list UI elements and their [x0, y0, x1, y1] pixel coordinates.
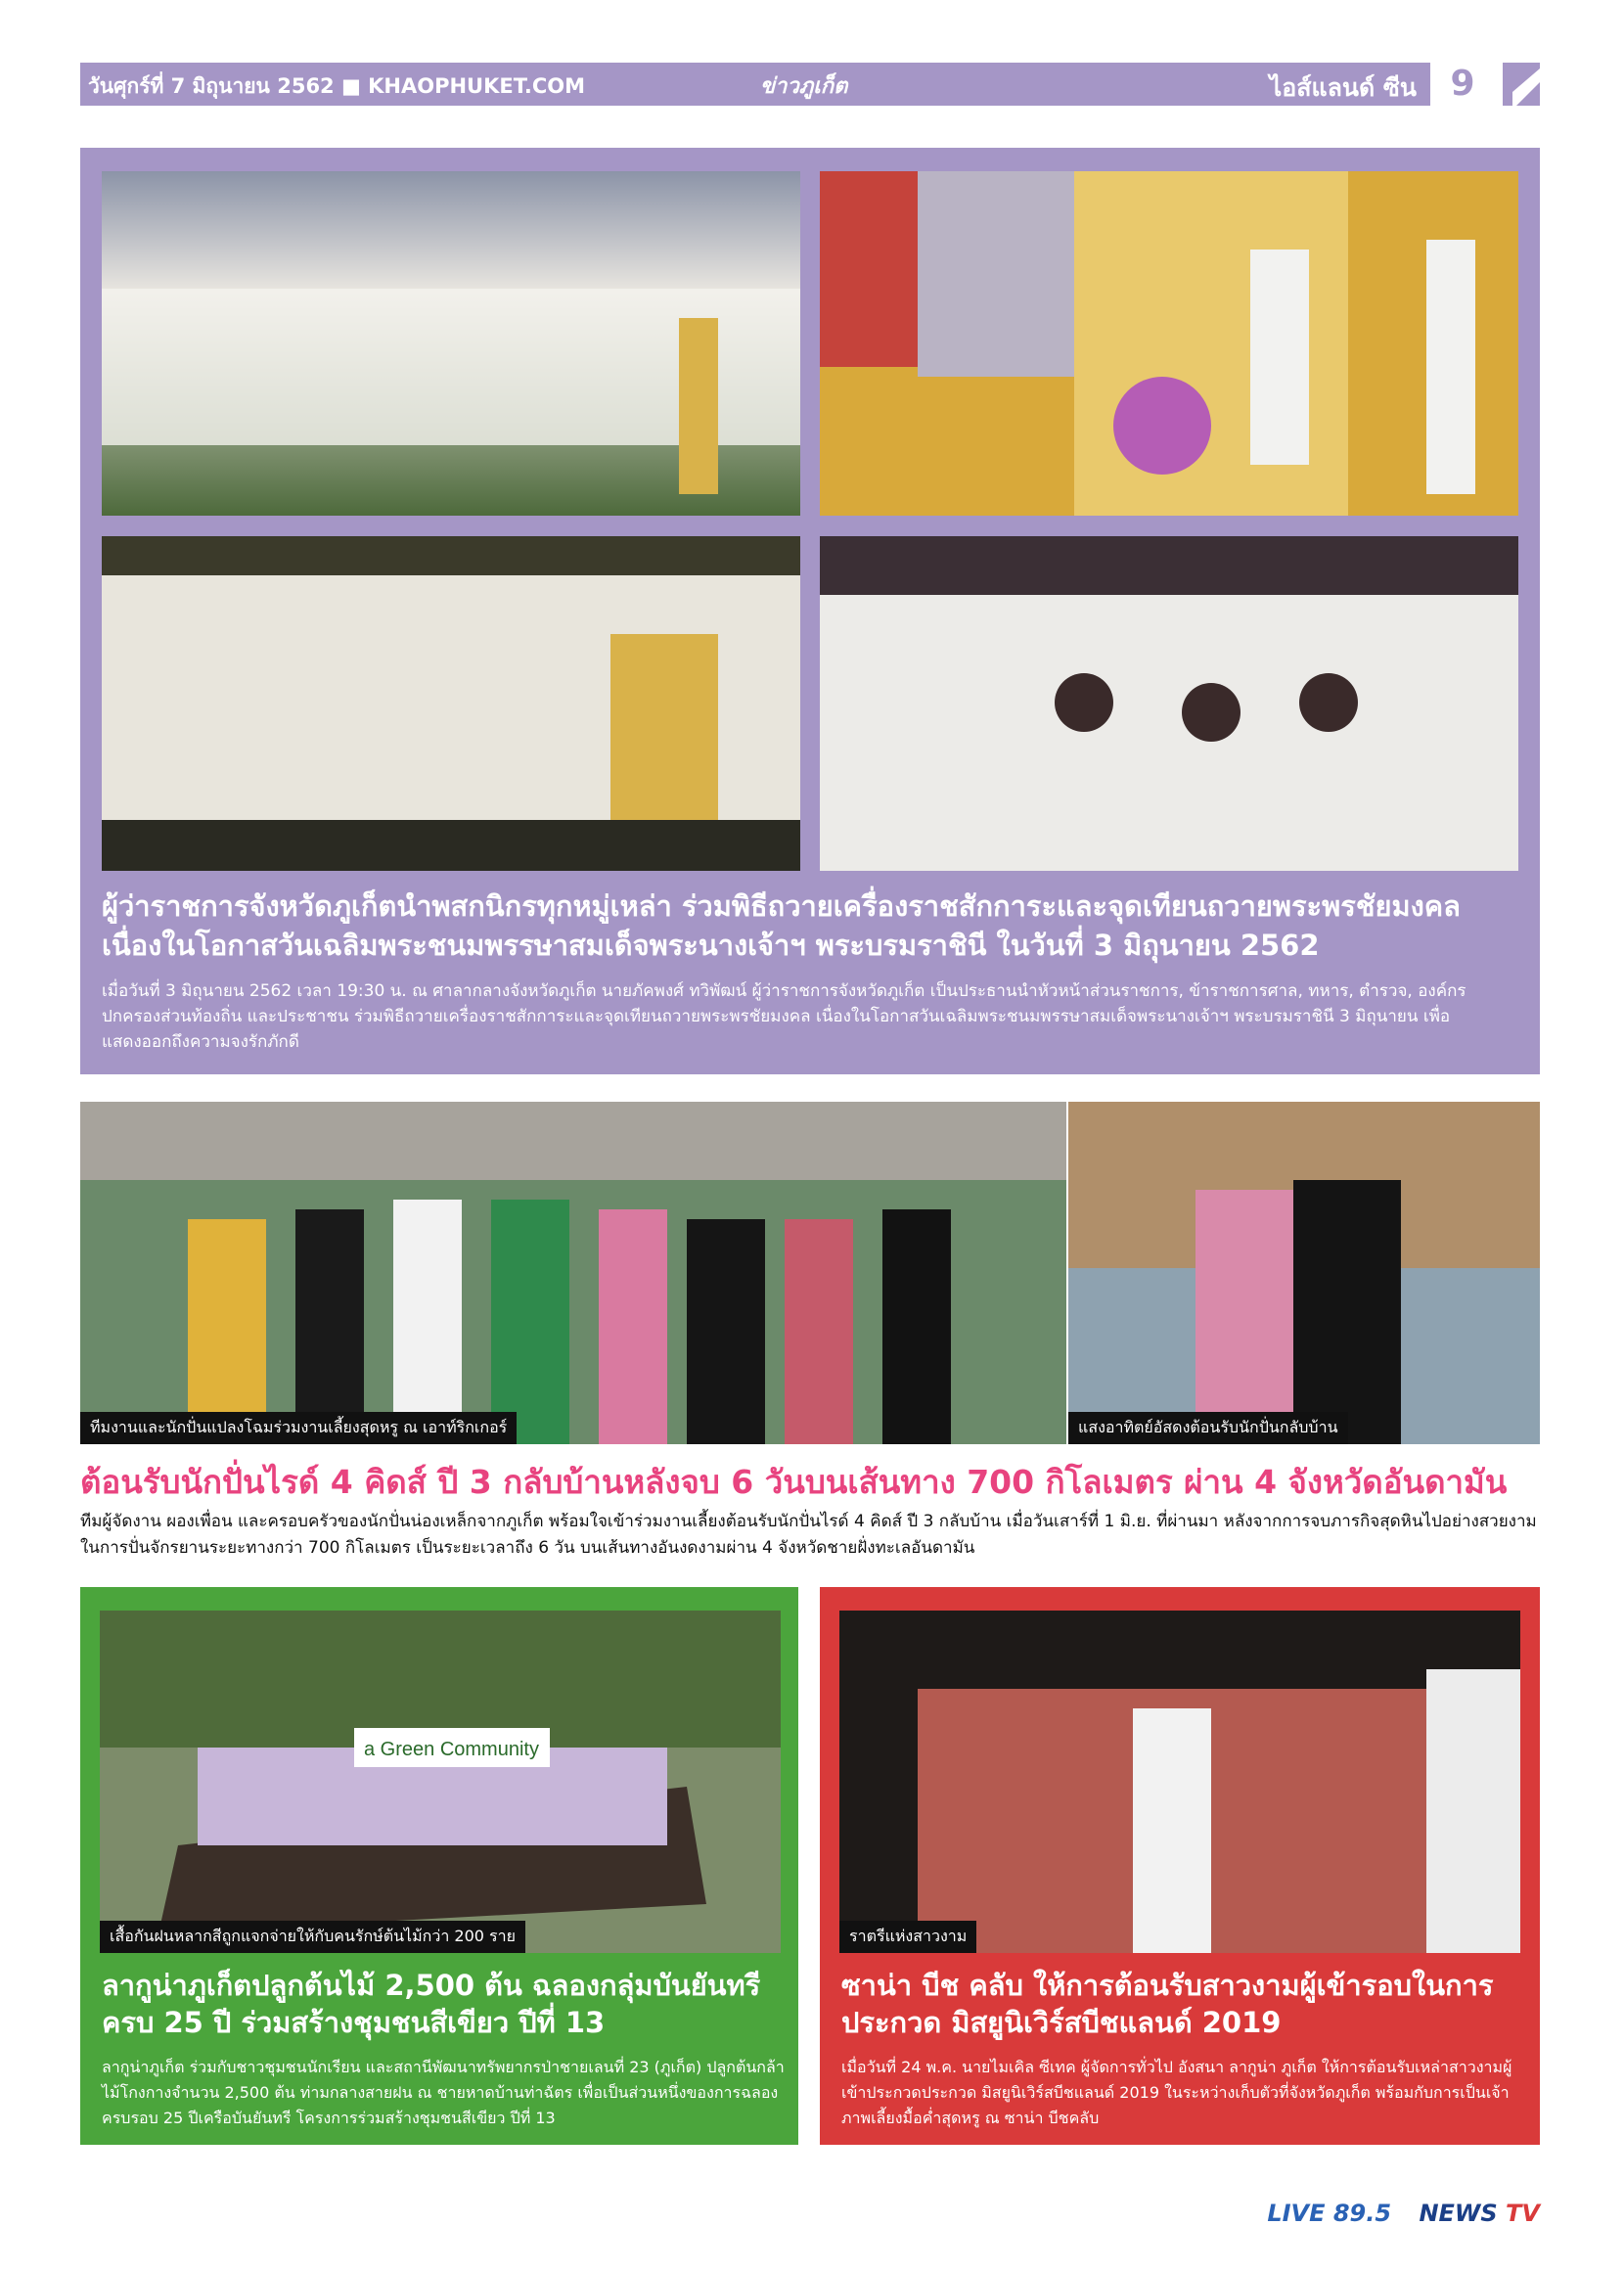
photo-sunset-welcome: [1068, 1102, 1540, 1444]
photo-beauty-contestants: [839, 1611, 1520, 1953]
story2-body: ทีมผู้จัดงาน ผองเพื่อน และครอบครัวของนักปั่นน่องเหล็กจากภูเก็ต พร้อมใจเข้าร่วมงานเลี้ยงต้อนรับนักปั่นไรด์ 4 คิดส์ ปี 3 กลับบ้าน เมื่อวันเสาร์ที่ 1 มิ.ย. ที่ผ่านมา หลังจากการจบภารกิจสุดหินไปอย่างสวยงาม ในการปั่นจักรยานระยะทางกว่า 700 กิโลเมตร เป็นระยะเวลาถึง 6 วัน บนเส้นทางอันงดงามผ่าน 4 จังหวัดชายฝั่งทะเลอันดามัน: [80, 1512, 1537, 1558]
live-radio-logo: LIVE 89.5: [1267, 2200, 1392, 2227]
section-title: ไอส์แลนด์ ซีน: [1269, 73, 1417, 102]
footer-logos: [1267, 2200, 1540, 2227]
photo-officials-candles: [102, 536, 800, 871]
photo-royal-portrait-shrine: [820, 171, 1518, 516]
photo-mangrove-planting: [100, 1611, 781, 1953]
issue-date: วันศุกร์ที่ 7 มิถุนายน 2562 ■ KHAOPHUKET.COM: [88, 74, 585, 98]
photo-caption: ราตรีแห่งสาวงาม: [839, 1921, 976, 1953]
photo-caption: เสื้อกันฝนหลากสีถูกแจกจ่ายให้กับคนรักษ์ต้นไม้กว่า 200 ราย: [100, 1921, 525, 1953]
story4-headline: ซาน่า บีช คลับ ให้การต้อนรับสาวงามผู้เข้ารอบในการประกวด มิสยูนิเวิร์สบีชแลนด์ 2019: [841, 1969, 1494, 2039]
story1-body: เมื่อวันที่ 3 มิถุนายน 2562 เวลา 19:30 น. ณ ศาลากลางจังหวัดภูเก็ต นายภัคพงศ์ ทวิพัฒน์ ผู้ว่าราชการจังหวัดภูเก็ต เป็นประธานนำหัวหน้าส่วนราชการ, ข้าราชการศาล, ทหาร, ตำรวจ, องค์กรปกครองส่วนท้องถิ่น และประชาชน ร่วมพิธีถวายเครื่องราชสักการะและจุดเทียนถวายพระพรชัยมงคล เนื่องในโอกาสวันเฉลิมพระชนมพรรษาสมเด็จพระนางเจ้าฯ พระบรมราชินี 3 มิถุนายน เพื่อแสดงออกถึงความจงรักภักดี: [102, 981, 1466, 1052]
header-bar: [80, 63, 1495, 106]
story2-headline: ต้อนรับนักปั่นไรด์ 4 คิดส์ ปี 3 กลับบ้านหลังจบ 6 วันบนเส้นทาง 700 กิโลเมตร ผ่าน 4 จังหวัดอันดามัน: [80, 1463, 1508, 1501]
newspaper-logo: ข่าวภูเก็ต: [760, 74, 848, 99]
story3-headline: ลากูน่าภูเก็ตปลูกต้นไม้ 2,500 ต้น ฉลองกลุ่มบันยันทรีครบ 25 ปี ร่วมสร้างชุมชนสีเขียว ปีที่ 13: [102, 1969, 761, 2039]
photo-caption: ทีมงานและนักปั่นแปลงโฉมร่วมงานเลี้ยงสุดหรู ณ เอาท์ริกเกอร์: [80, 1412, 517, 1444]
news-logo: NEWS: [1419, 2200, 1498, 2227]
page-number: 9: [1430, 63, 1495, 106]
story4-body: เมื่อวันที่ 24 พ.ค. นายไมเคิล ซีเทค ผู้จัดการทั่วไป อังสนา ลากูน่า ภูเก็ต ให้การต้อนรับเหล่าสาวงามผู้เข้าประกวดประกวด มิสยูนิเวิร์สบีชแลนด์ 2019 ในระหว่างเก็บตัวที่จังหวัดภูเก็ต พร้อมกับการเป็นเจ้าภาพเลี้ยงมื้อค่ำสุดหรู ณ ซาน่า บีชคลับ: [841, 2058, 1512, 2127]
story3-body: ลากูน่าภูเก็ต ร่วมกับชาวชุมชนนักเรียน และสถานีพัฒนาทรัพยากรป่าชายเลนที่ 23 (ภูเก็ต) ปลูกต้นกล้าไม้โกงกางจำนวน 2,500 ต้น ท่ามกลางสายฝน ณ ชายหาดบ้านท่าฉัตร เพื่อเป็นส่วนหนึ่งของการฉลองครบรอบ 25 ปีเครือบันยันทรี โครงการร่วมสร้างชุมชนสีเขียว ปีที่ 13: [102, 2058, 785, 2127]
photo-ride4kids-group: [80, 1102, 1066, 1444]
corner-arrow-icon: [1503, 63, 1540, 106]
photo-caption: แสงอาทิตย์อัสดงต้อนรับนักปั่นกลับบ้าน: [1068, 1412, 1348, 1444]
tv-logo: TV: [1506, 2200, 1540, 2227]
story1-headline: ผู้ว่าราชการจังหวัดภูเก็ตนำพสกนิกรทุกหมู่เหล่า ร่วมพิธีถวายเครื่องราชสักการะและจุดเทียนถวายพระพรชัยมงคล เนื่องในโอกาสวันเฉลิมพระชนมพรรษาสมเด็จพระนางเจ้าฯ พระบรมราชินี ในวันที่ 3 มิถุนายน 2562: [102, 889, 1461, 962]
photo-ceremony-crowd: [102, 171, 800, 516]
banner-text: a Green Community: [364, 1739, 539, 1760]
photo-students-candles: [820, 536, 1518, 871]
